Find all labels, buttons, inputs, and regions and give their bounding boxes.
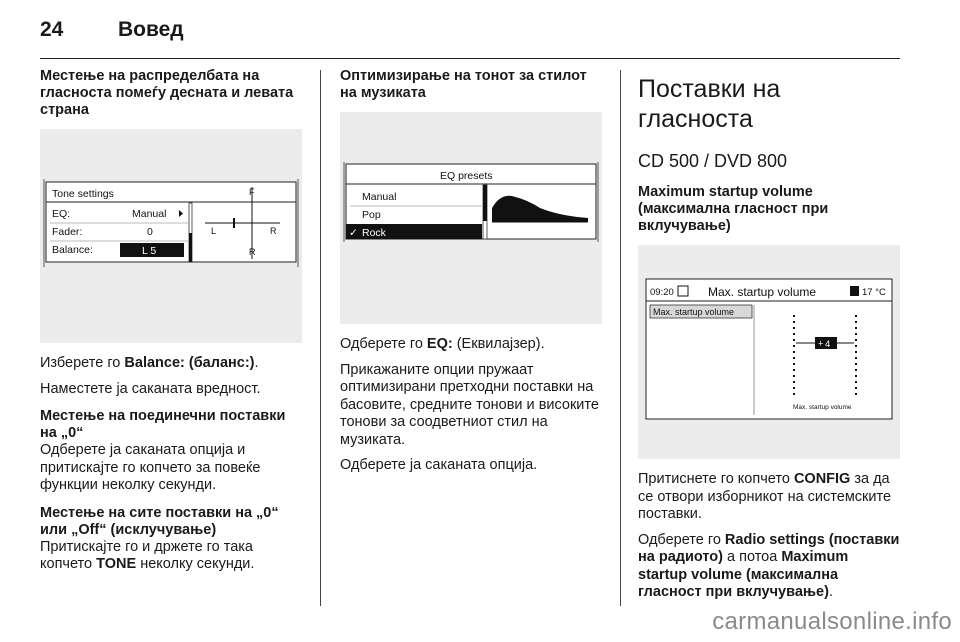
fader-value[interactable]: 0	[147, 226, 153, 238]
temperature: 17 °C	[862, 287, 886, 298]
text: а потоа	[722, 549, 782, 565]
eq-item-pop[interactable]: Pop	[362, 209, 381, 221]
tone-title: Tone settings	[52, 188, 114, 200]
section-heading: Оптимизирање на тонот за стилот на музиката	[340, 68, 587, 101]
volume-title: Max. startup volume	[708, 285, 817, 299]
startup-volume-screenshot	[638, 245, 900, 459]
left-label: L	[211, 226, 217, 236]
eq-label: EQ:	[52, 208, 71, 220]
column-2	[340, 68, 602, 475]
paragraph	[40, 355, 302, 373]
balance-value[interactable]: L 5	[142, 245, 157, 257]
plus-icon: +	[818, 338, 824, 349]
paragraph	[340, 336, 602, 354]
paragraph	[40, 539, 302, 574]
option-name: EQ:	[426, 336, 453, 352]
page-number: 24	[40, 18, 64, 41]
eq-item-rock[interactable]: Rock	[362, 227, 386, 239]
eq-presets-display	[340, 112, 602, 324]
text: неколку секунди.	[136, 556, 255, 572]
text: Одберете го	[340, 336, 427, 352]
tone-settings-display	[40, 129, 302, 343]
section-title: Поставки на гласноста	[638, 75, 781, 133]
section-heading: Местење на сите поставки на „0“ или „Off“ (исклучување)	[40, 504, 279, 538]
startup-volume-display	[638, 245, 900, 459]
option-name: Maximum startup volume (максимална гласност при вклучување)	[638, 549, 849, 600]
section-heading: Местење на распределбата на гласноста помеѓу десната и левата страна	[40, 68, 294, 118]
column-divider	[320, 70, 321, 606]
text: Изберете го	[40, 355, 125, 371]
column-divider	[620, 70, 621, 606]
section-heading: Maximum startup volume (максимална гласност при вклучување)	[638, 184, 829, 234]
paragraph: Прикажаните опции пружаат оптимизирани претходни поставки на басовите, средните тонови и високите тонови за соодветниот стил на музиката.	[340, 361, 599, 448]
right-label: R	[270, 226, 277, 236]
rear-label: R	[249, 247, 256, 257]
column-3	[638, 74, 900, 602]
text: (Еквилајзер).	[452, 336, 545, 352]
scrollbar-thumb[interactable]	[189, 233, 192, 262]
menu-item-max-startup-volume[interactable]: Max. startup volume	[653, 307, 735, 317]
scrollbar-thumb[interactable]	[483, 185, 487, 221]
thermometer-icon	[850, 286, 859, 296]
text: Притиснете го копчето	[638, 471, 794, 487]
option-name: Radio settings (поставки на радиото)	[638, 531, 900, 565]
eq-item-manual[interactable]: Manual	[362, 191, 397, 203]
paragraph: Наместете ја саканата вредност.	[40, 380, 261, 397]
paragraph	[638, 471, 900, 524]
text: Притискајте го и држете го така копчето	[40, 538, 253, 572]
button-name: CONFIG	[793, 471, 851, 487]
volume-value: 4	[825, 339, 831, 350]
checkmark-icon: ✓	[349, 227, 358, 239]
section-heading: Местење на поединечни поставки на „0“	[40, 408, 286, 441]
eq-title: EQ presets	[440, 170, 493, 182]
balance-marker	[233, 218, 235, 228]
option-name: Balance: (баланс:)	[124, 355, 255, 371]
watermark: carmanualsonline.info	[712, 608, 952, 635]
header-rule	[40, 58, 900, 59]
text: за да се отвори изборникот на системските поставки.	[638, 471, 892, 522]
column-1	[40, 68, 302, 574]
eq-presets-screenshot	[340, 112, 602, 324]
paragraph: Одберете ја саканата опција.	[340, 457, 538, 473]
paragraph: Одберете ја саканата опција и притискајте го копчето за повеќе функции неколку секунди.	[40, 442, 261, 493]
text: .	[828, 584, 833, 600]
volume-caption: Max. startup volume	[793, 404, 852, 411]
display-frame	[646, 279, 892, 419]
tone-settings-screenshot	[40, 129, 302, 343]
eq-value[interactable]: Manual	[132, 208, 167, 220]
clock: 09:20	[650, 287, 674, 298]
page-header-title: Вовед	[118, 18, 184, 41]
section-subtitle: CD 500 / DVD 800	[638, 151, 788, 171]
front-label: F	[249, 187, 255, 197]
paragraph	[638, 532, 900, 602]
fader-label: Fader:	[52, 226, 83, 238]
text: .	[254, 355, 259, 371]
balance-label: Balance:	[52, 244, 93, 256]
text: Одберете го	[638, 531, 725, 548]
button-name: TONE	[96, 556, 137, 572]
